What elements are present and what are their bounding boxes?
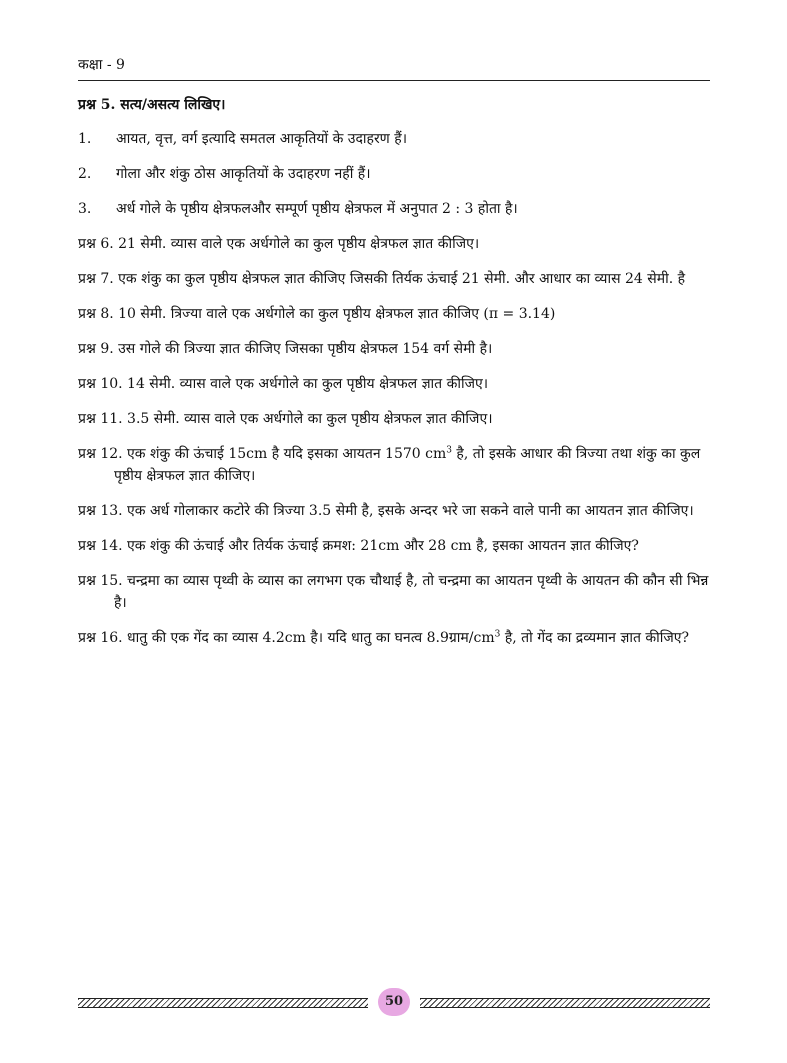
question-text: एक अर्ध गोलाकार कटोरे की त्रिज्या 3.5 सेमी है, इसके अन्दर भरे जा सकने वाले पानी का आयतन ज्ञात कीजिए। xyxy=(127,503,694,519)
question-text: एक शंकु की ऊंचाई और तिर्यक ऊंचाई क्रमश: 21cm और 28 cm है, इसका आयतन ज्ञात कीजिए? xyxy=(127,538,639,554)
question-text: चन्द्रमा का व्यास पृथ्वी के व्यास का लगभग एक चौथाई है, तो चन्द्रमा का आयतन पृथ्वी के आयतन की कौन सी भिन्न है। xyxy=(114,573,709,611)
page-number-badge: 50 xyxy=(378,988,410,1016)
question-text: उस गोले की त्रिज्या ज्ञात कीजिए जिसका पृष्ठीय क्षेत्रफल 154 वर्ग सेमी है। xyxy=(118,341,493,357)
question-text-part-2: है, तो इसके आधार की त्रिज्या तथा शंकु का कुल पृष्ठीय क्षेत्रफल ज्ञात कीजिए। xyxy=(114,446,701,484)
question-label: प्रश्न 14. xyxy=(78,538,128,554)
question-text: एक शंकु का कुल पृष्ठीय क्षेत्रफल ज्ञात कीजिए जिसकी तिर्यक ऊंचाई 21 सेमी. और आधार का व्यास 24 सेमी. है xyxy=(118,271,686,287)
question-text-part-2: है, तो गेंद का द्रव्यमान ज्ञात कीजिए? xyxy=(500,630,690,646)
list-item xyxy=(78,198,710,220)
item-text: गोला और शंकु ठोस आकृतियों के उदाहरण नहीं हैं। xyxy=(116,166,371,182)
question-8 xyxy=(78,303,710,325)
item-text: आयत, वृत्त, वर्ग इत्यादि समतल आकृतियों के उदाहरण हैं। xyxy=(116,131,407,147)
question-label: प्रश्न 10. xyxy=(78,376,128,392)
question-text-part-1: एक शंकु की ऊंचाई 15cm है यदि इसका आयतन 1570 cm xyxy=(127,446,447,462)
section-heading: प्रश्न 5. सत्य/असत्य लिखिए। xyxy=(78,97,226,113)
question-text: 21 सेमी. व्यास वाले एक अर्धगोले का कुल पृष्ठीय क्षेत्रफल ज्ञात कीजिए। xyxy=(118,236,480,252)
page-footer xyxy=(78,992,710,1014)
superscript: 3 xyxy=(494,629,501,640)
question-13 xyxy=(78,500,710,522)
list-item xyxy=(78,128,710,150)
decorative-border-right xyxy=(420,998,710,1008)
question-label: प्रश्न 7. xyxy=(78,271,119,287)
question-label: प्रश्न 16. xyxy=(78,630,128,646)
decorative-border-left xyxy=(78,998,368,1008)
superscript: 3 xyxy=(446,445,452,456)
question-label: प्रश्न 9. xyxy=(78,341,119,357)
question-14 xyxy=(78,535,710,557)
page-header xyxy=(78,56,710,74)
question-6 xyxy=(78,233,710,255)
question-label: प्रश्न 8. xyxy=(78,306,119,322)
item-number: 3. xyxy=(78,201,92,217)
question-label: प्रश्न 13. xyxy=(78,503,128,519)
question-text: 3.5 सेमी. व्यास वाले एक अर्धगोले का कुल पृष्ठीय क्षेत्रफल ज्ञात कीजिए। xyxy=(127,411,493,427)
question-text: 10 सेमी. त्रिज्या वाले एक अर्धगोले का कुल पृष्ठीय क्षेत्रफल ज्ञात कीजिए (π = 3.14) xyxy=(118,306,556,322)
question-label: प्रश्न 6. xyxy=(78,236,119,252)
question-label: प्रश्न 15. xyxy=(78,573,128,589)
question-text: 14 सेमी. व्यास वाले एक अर्धगोले का कुल पृष्ठीय क्षेत्रफल ज्ञात कीजिए। xyxy=(127,376,489,392)
header-divider xyxy=(78,80,710,81)
question-10 xyxy=(78,373,710,395)
question-text-part-1: धातु की एक गेंद का व्यास 4.2cm है। यदि धातु का घनत्व 8.9ग्राम/cm xyxy=(127,630,495,646)
question-9 xyxy=(78,338,710,360)
item-number: 1. xyxy=(78,131,92,147)
list-item xyxy=(78,163,710,185)
question-list xyxy=(78,94,710,662)
class-label: कक्षा - 9 xyxy=(78,57,125,73)
item-text: अर्ध गोले के पृष्ठीय क्षेत्रफलऔर सम्पूर्ण पृष्ठीय क्षेत्रफल में अनुपात 2 : 3 होता है। xyxy=(116,201,518,217)
question-label: प्रश्न 12. xyxy=(78,446,128,462)
question-16 xyxy=(78,627,710,649)
question-12 xyxy=(78,443,710,487)
question-15 xyxy=(78,570,710,614)
question-11 xyxy=(78,408,710,430)
question-7 xyxy=(78,268,710,290)
question-label: प्रश्न 11. xyxy=(78,411,128,427)
item-number: 2. xyxy=(78,166,92,182)
